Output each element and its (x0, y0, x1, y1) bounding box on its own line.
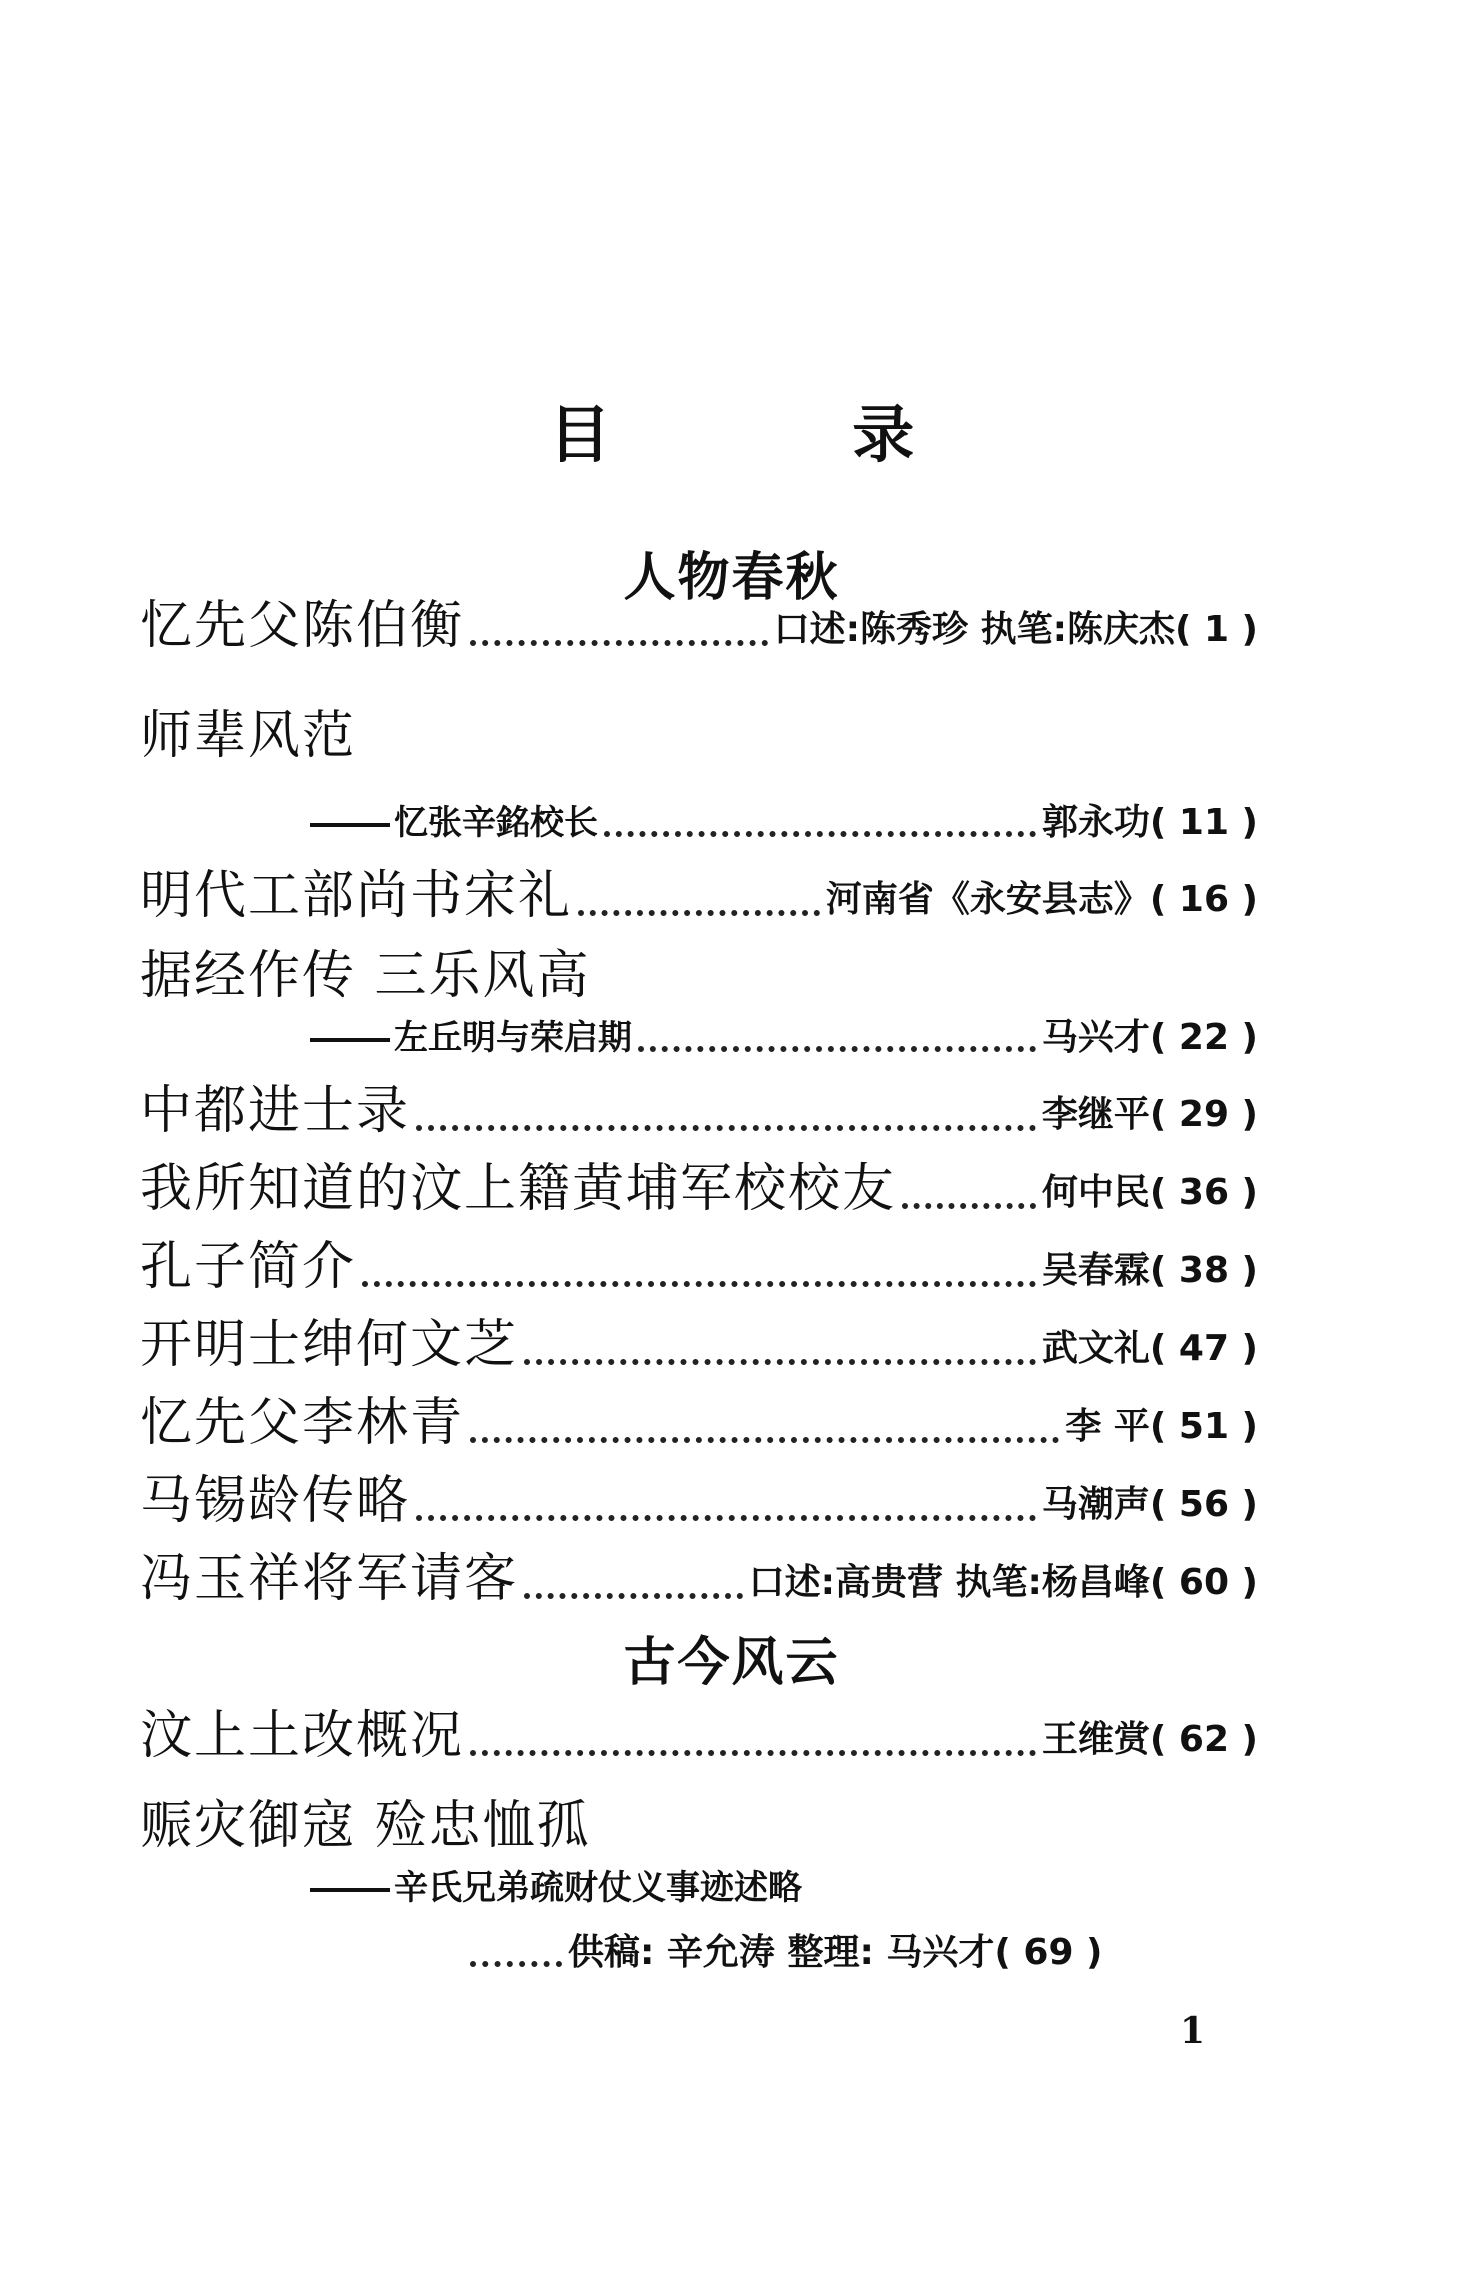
toc-subentry[interactable] (310, 1010, 1258, 1066)
entry-author: 河南省《永安县志》 (825, 879, 1150, 920)
em-dash (310, 1038, 390, 1042)
dot-leader (470, 640, 768, 646)
toc-entry[interactable] (140, 1153, 1258, 1225)
entry-page: ( 29 ) (1149, 1094, 1258, 1135)
dot-leader (578, 910, 820, 916)
toc-entry[interactable] (140, 1543, 1258, 1615)
dot-leader (470, 1961, 562, 1967)
toc-subentry[interactable] (310, 1860, 802, 1916)
entry-title: 我所知道的汶上籍黄埔军校校友 (140, 1159, 897, 1219)
entry-page: ( 62 ) (1149, 1719, 1258, 1760)
entry-author: 武文礼 (1041, 1328, 1150, 1369)
entry-page: ( 47 ) (1149, 1328, 1258, 1369)
section-heading-history: 古今风云 (623, 1633, 840, 1693)
entry-author: 马潮声 (1041, 1484, 1150, 1525)
dot-leader (362, 1281, 1036, 1287)
toc-entry-heading[interactable]: 师辈风范 (140, 706, 357, 766)
toc-entry[interactable] (140, 1231, 1258, 1303)
entry-title: 忆先父陈伯衡 (140, 596, 465, 656)
entry-author: 吴春霖 (1041, 1250, 1150, 1291)
toc-subentry[interactable] (310, 795, 1258, 851)
entry-page: ( 11 ) (1149, 802, 1258, 843)
entry-title: 汶上土改概况 (140, 1706, 465, 1766)
entry-author: 何中民 (1041, 1172, 1150, 1213)
entry-page: ( 16 ) (1149, 879, 1258, 920)
toc-credit-line[interactable] (470, 1925, 1258, 1981)
dot-leader (524, 1359, 1036, 1365)
entry-page: ( 36 ) (1149, 1172, 1258, 1213)
entry-author: 供稿: 辛允涛 整理: 马兴才 (568, 1932, 995, 1973)
entry-author: 李继平 (1041, 1094, 1150, 1135)
entry-page: ( 69 ) (994, 1932, 1103, 1973)
toc-entry[interactable] (140, 590, 1258, 662)
toc-entry[interactable] (140, 1700, 1258, 1772)
toc-entry[interactable] (140, 1075, 1258, 1147)
entry-title: 开明士绅何文芝 (140, 1315, 519, 1375)
entry-page: ( 22 ) (1149, 1017, 1258, 1058)
entry-title: 孔子简介 (140, 1237, 357, 1297)
entry-author: 李 平 (1065, 1406, 1150, 1447)
toc-entry[interactable] (140, 860, 1258, 932)
em-dash (310, 1888, 390, 1892)
dot-leader (470, 1437, 1059, 1443)
entry-title: 马锡龄传略 (140, 1471, 411, 1531)
toc-entry[interactable] (140, 1465, 1258, 1537)
entry-page: ( 51 ) (1149, 1406, 1258, 1447)
subentry-title: 左丘明与荣启期 (394, 1018, 632, 1058)
dot-leader (604, 831, 1036, 837)
section-heading-people: 人物春秋 (623, 548, 840, 608)
page-title: 目 录 (548, 398, 1025, 471)
entry-title: 忆先父李林青 (140, 1393, 465, 1453)
dot-leader (416, 1515, 1036, 1521)
em-dash (310, 823, 390, 827)
dot-leader (470, 1750, 1036, 1756)
subentry-title: 辛氏兄弟疏财仗义事迹述略 (394, 1868, 802, 1908)
toc-entry[interactable] (140, 1387, 1258, 1459)
entry-title: 冯玉祥将军请客 (140, 1549, 519, 1609)
dot-leader (524, 1593, 743, 1599)
entry-title: 明代工部尚书宋礼 (140, 866, 573, 926)
toc-entry-heading[interactable]: 赈灾御寇 殓忠恤孤 (140, 1796, 591, 1856)
entry-page: ( 38 ) (1149, 1250, 1258, 1291)
dot-leader (902, 1203, 1036, 1209)
entry-author: 郭永功 (1041, 802, 1150, 843)
dot-leader (638, 1046, 1036, 1052)
page-number: 1 (1180, 2010, 1206, 2052)
entry-author: 口述:陈秀珍 执笔:陈庆杰 (773, 609, 1175, 650)
subentry-title: 忆张辛銘校长 (394, 803, 598, 843)
entry-page: ( 1 ) (1174, 609, 1258, 650)
entry-author: 马兴才 (1041, 1017, 1150, 1058)
entry-page: ( 60 ) (1149, 1562, 1258, 1603)
entry-page: ( 56 ) (1149, 1484, 1258, 1525)
toc-entry-heading[interactable]: 据经作传 三乐风高 (140, 946, 591, 1006)
dot-leader (416, 1125, 1036, 1131)
toc-entry[interactable] (140, 1309, 1258, 1381)
entry-author: 王维赏 (1041, 1719, 1150, 1760)
entry-author: 口述:高贵营 执笔:杨昌峰 (748, 1562, 1150, 1603)
entry-title: 中都进士录 (140, 1081, 411, 1141)
